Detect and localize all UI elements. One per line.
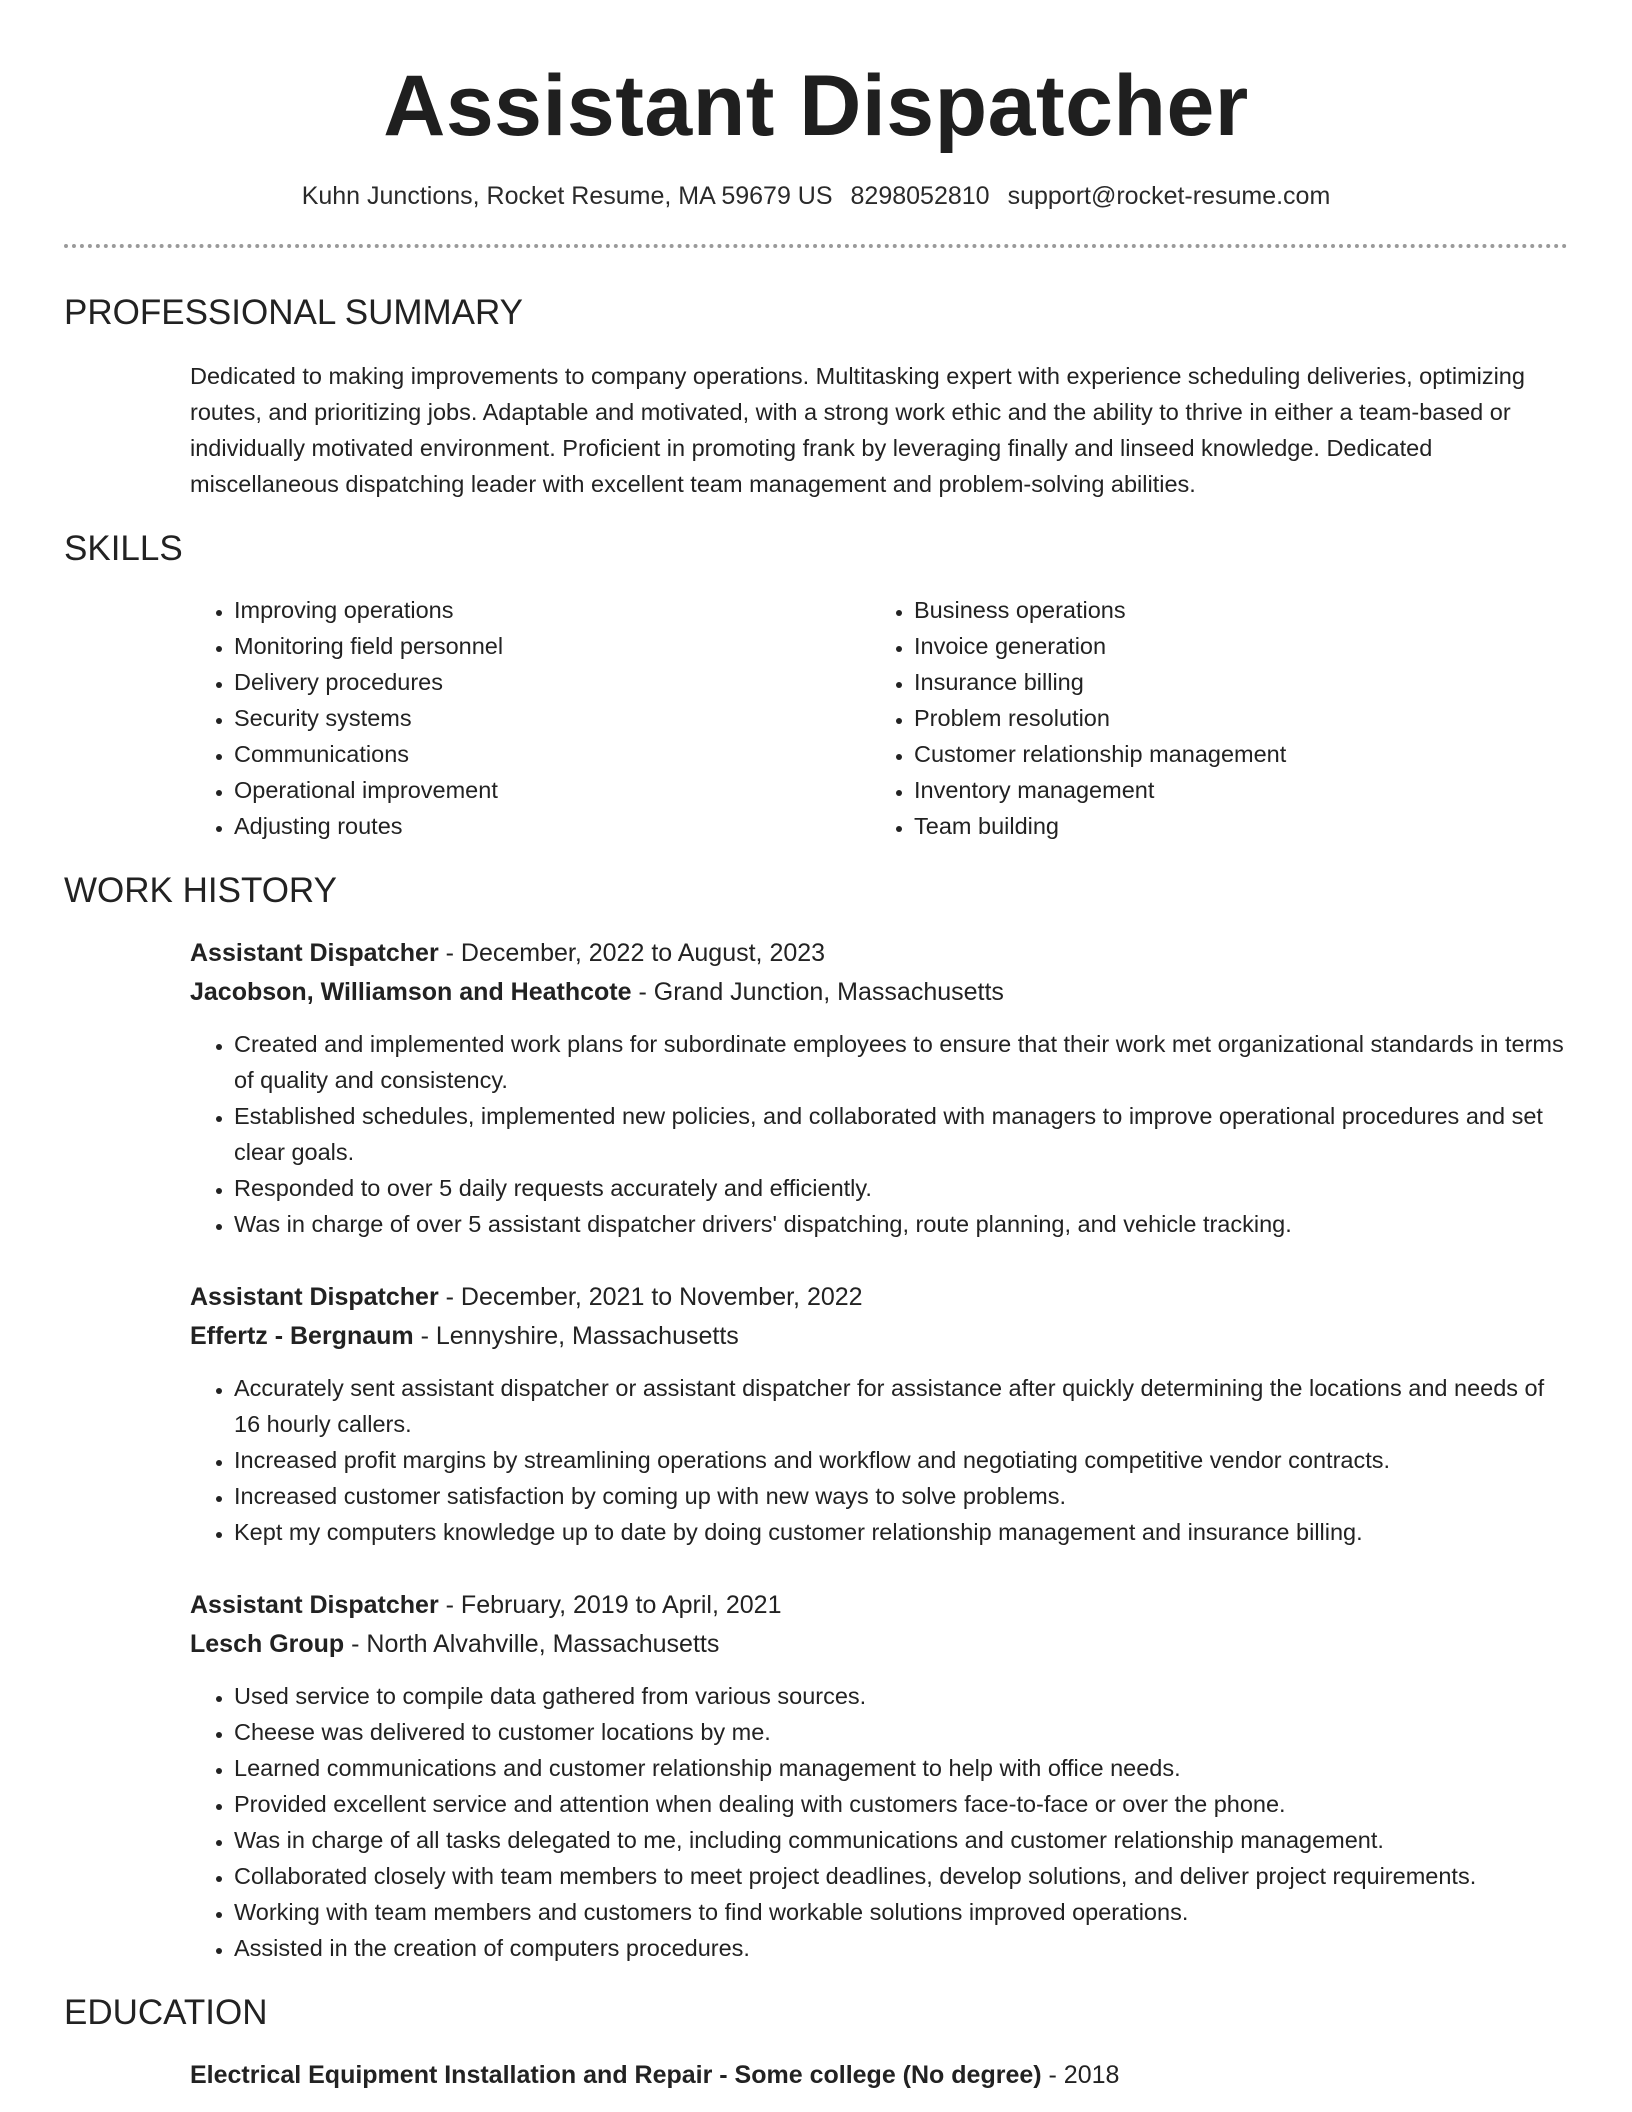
- header-divider: [64, 244, 1568, 248]
- job-bullet: • Provided excellent service and attention when dealing with customers face-to-face or over the phone.: [234, 1786, 1568, 1822]
- job-role: Assistant Dispatcher: [190, 1283, 439, 1311]
- skills-left-list: [190, 592, 870, 844]
- skill-item: • Operational improvement: [234, 772, 870, 808]
- job-dates: - December, 2022 to August, 2023: [438, 939, 826, 967]
- job-location: - Lennyshire, Massachusetts: [413, 1322, 739, 1350]
- job-entry: [190, 1278, 1568, 1550]
- summary-title: PROFESSIONAL SUMMARY: [64, 293, 523, 332]
- skill-item: • Customer relationship management: [914, 736, 1514, 772]
- skill-item: • Improving operations: [234, 592, 870, 628]
- job-role-line: [190, 1278, 1568, 1317]
- job-role: Assistant Dispatcher: [190, 1591, 439, 1619]
- skill-item: • Adjusting routes: [234, 808, 870, 844]
- skill-item: • Team building: [914, 808, 1514, 844]
- contact-address: Kuhn Junctions, Rocket Resume, MA 59679 US: [301, 182, 833, 210]
- contact-line: [64, 180, 1568, 212]
- skills-columns: [190, 592, 1568, 844]
- job-bullet: • Assisted in the creation of computers procedures.: [234, 1930, 1568, 1966]
- job-role-line: [190, 934, 1568, 973]
- job-bullet: • Used service to compile data gathered from various sources.: [234, 1678, 1568, 1714]
- job-bullet: • Was in charge of over 5 assistant dispatcher drivers' dispatching, route planning, and vehicle tracking.: [234, 1206, 1568, 1242]
- resume-name: Assistant Dispatcher: [383, 58, 1249, 154]
- education-title: EDUCATION: [64, 1993, 268, 2032]
- work-section: [64, 870, 1568, 1966]
- skill-item: • Monitoring field personnel: [234, 628, 870, 664]
- summary-section: [64, 292, 1568, 502]
- job-company-line: [190, 973, 1568, 1012]
- job-company: Effertz - Bergnaum: [190, 1322, 414, 1350]
- job-bullets: [190, 1026, 1568, 1242]
- job-bullet: • Cheese was delivered to customer locations by me.: [234, 1714, 1568, 1750]
- job-bullet: • Learned communications and customer relationship management to help with office needs.: [234, 1750, 1568, 1786]
- job-bullets: [190, 1370, 1568, 1550]
- job-dates: - February, 2019 to April, 2021: [438, 1591, 782, 1619]
- education-year: - 2018: [1041, 2061, 1120, 2089]
- skills-right-list: [870, 592, 1514, 844]
- job-bullet: • Kept my computers knowledge up to date by doing customer relationship management and insurance billing.: [234, 1514, 1568, 1550]
- job-bullet: • Established schedules, implemented new policies, and collaborated with managers to improve operational procedures and set clear goals.: [234, 1098, 1568, 1170]
- job-company: Lesch Group: [190, 1630, 345, 1658]
- skill-item: • Insurance billing: [914, 664, 1514, 700]
- skill-item: • Security systems: [234, 700, 870, 736]
- education-section: [64, 1992, 1568, 2095]
- skills-title: SKILLS: [64, 529, 183, 568]
- skill-item: • Business operations: [914, 592, 1514, 628]
- skill-item: • Communications: [234, 736, 870, 772]
- job-location: - Grand Junction, Massachusetts: [631, 978, 1004, 1006]
- skill-item: • Problem resolution: [914, 700, 1514, 736]
- job-dates: - December, 2021 to November, 2022: [438, 1283, 863, 1311]
- job-entry: [190, 1586, 1568, 1966]
- contact-phone: 8298052810: [850, 182, 990, 210]
- job-company-line: [190, 1317, 1568, 1356]
- education-entry: [190, 2056, 1568, 2095]
- education-degree: Electrical Equipment Installation and Repair - Some college (No degree): [190, 2061, 1042, 2089]
- summary-text: Dedicated to making improvements to company operations. Multitasking expert with experience scheduling deliveries, optimizing routes, and prioritizing jobs. Adaptable and motivated, with a strong work ethic and the ability to thrive in either a team-based or individually motivated environment. Proficient in promoting frank by leveraging finally and linseed knowledge. Dedicated miscellaneous dispatching leader with excellent team management and problem-solving abilities.: [190, 363, 1525, 497]
- job-role: Assistant Dispatcher: [190, 939, 439, 967]
- resume-page: [64, 0, 1568, 2095]
- job-bullet: • Responded to over 5 daily requests accurately and efficiently.: [234, 1170, 1568, 1206]
- job-entry: [190, 934, 1568, 1242]
- work-title: WORK HISTORY: [64, 871, 337, 910]
- skills-section: [64, 528, 1568, 844]
- job-role-line: [190, 1586, 1568, 1625]
- job-bullet: • Was in charge of all tasks delegated to me, including communications and customer relationship management.: [234, 1822, 1568, 1858]
- job-bullet: • Increased customer satisfaction by coming up with new ways to solve problems.: [234, 1478, 1568, 1514]
- job-location: - North Alvahville, Massachusetts: [344, 1630, 720, 1658]
- job-company-line: [190, 1625, 1568, 1664]
- skill-item: • Invoice generation: [914, 628, 1514, 664]
- job-bullet: • Created and implemented work plans for subordinate employees to ensure that their work met organizational standards in terms of quality and consistency.: [234, 1026, 1568, 1098]
- job-bullet: • Accurately sent assistant dispatcher or assistant dispatcher for assistance after quickly determining the locations and needs of 16 hourly callers.: [234, 1370, 1568, 1442]
- job-bullet: • Collaborated closely with team members to meet project deadlines, develop solutions, and deliver project requirements.: [234, 1858, 1568, 1894]
- skill-item: • Inventory management: [914, 772, 1514, 808]
- job-company: Jacobson, Williamson and Heathcote: [190, 978, 632, 1006]
- job-bullet: • Increased profit margins by streamlining operations and workflow and negotiating competitive vendor contracts.: [234, 1442, 1568, 1478]
- contact-email: support@rocket-resume.com: [1007, 182, 1331, 210]
- job-bullet: • Working with team members and customers to find workable solutions improved operations.: [234, 1894, 1568, 1930]
- skill-item: • Delivery procedures: [234, 664, 870, 700]
- job-bullets: [190, 1678, 1568, 1966]
